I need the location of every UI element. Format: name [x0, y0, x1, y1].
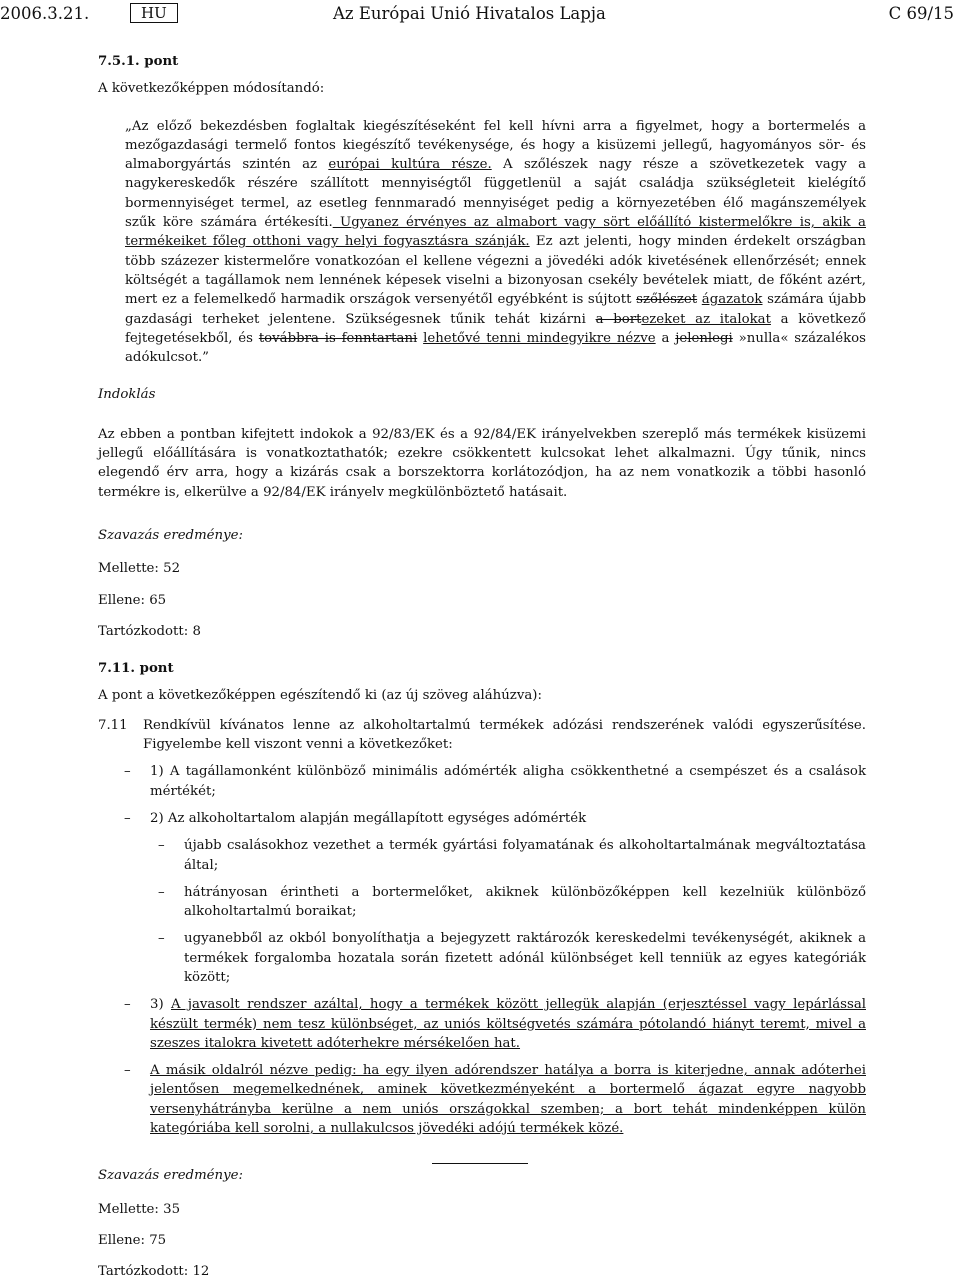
header-date: 2006.3.21. [0, 4, 90, 23]
quote-struck-1: szőlészet [636, 292, 698, 308]
quote-part-2: A szőlészek nagy része a szövetkezetek vagy a nagykereskedők részére szállított mennyiségtől függetlenül a saját családja szükségleteit kielégítő bormennyiséget termel, az esetleg fennmaradó mennyiséget pedig a környezetében élő magánszemélyek szűk köre számára értékesíti. [125, 157, 866, 231]
dash-bullet: – [124, 764, 131, 780]
quote-struck-3: továbbra is fenntartani [258, 330, 418, 346]
amendment-intro: A következőképpen módosítandó: [98, 81, 325, 97]
page-number: C 69/15 [888, 4, 954, 23]
list-item-4 [124, 1061, 866, 1138]
vote-abstain-1: Tartózkodott: 8 [98, 623, 201, 639]
vote-abstain-2: Tartózkodott: 12 [98, 1264, 210, 1280]
reason-label: Indoklás [98, 387, 156, 403]
section-heading-7-11: 7.11. pont [98, 661, 174, 677]
vote-label-1: Szavazás eredménye: [98, 527, 243, 543]
quote-part-4: számára újabb gazdasági terheket jelentene. Szükségesnek tűnik tehát kizárni [125, 292, 867, 327]
quote-underlined-5: lehetővé tenni mindegyikre nézve [423, 330, 656, 346]
quote-part-5: a következő fejtegetésekből, és [125, 311, 866, 346]
quote-underlined-4: ezeket az italokat [641, 311, 771, 327]
running-header [0, 4, 960, 28]
amendment-quote [125, 117, 866, 368]
dash-bullet: – [158, 931, 165, 947]
point-text: Rendkívül kívánatos lenne az alkoholtartalmú termékek adózási rendszerének valódi egyszerűsítése. Figyelembe kell viszont venni a következőket: [143, 717, 866, 753]
list-subitem-2c: – ugyanebből az okból bonyolíthatja a bejegyzett raktározók kereskedelmi tevékenységét, akiknek a termékek forgalomba hozatala során fizetett adónál különbséget kell tenniük az egyes kategóriák között; [158, 929, 866, 987]
journal-title: Az Európai Unió Hivatalos Lapja [333, 4, 606, 23]
quote-underlined-2: Ugyanez érvényes az almabort vagy sört előállító kistermelőkre is, akik a termékeiket főleg otthoni vagy helyi fogyasztásra szánják. [125, 215, 866, 250]
vote-label-2: Szavazás eredménye: [98, 1168, 243, 1184]
list-item-4-underlined: A másik oldalról nézve pedig: ha egy ilyen adórendszer hatálya a borra is kiterjedne, annak adóterhei jelentősen megemelkednének, aminek következményeként a bortermelő ágazat egyre nagyobb versenyhátrányba kerülne a nem uniós országokkal szemben; a bort tehát mindenképpen külön kategóriába kell sorolni, a nullakulcsos jövedéki adójú termékek közé. [150, 1063, 866, 1137]
language-badge: HU [130, 3, 178, 23]
vote-for-2: Mellette: 35 [98, 1201, 181, 1217]
list-item-1: – 1) A tagállamonként különböző minimális adómérték aligha csökkenthetné a csempészet és a csalások mértékét; [124, 762, 866, 801]
quote-part-7: »nulla« százalékos adókulcsot.” [125, 330, 866, 366]
dash-bullet: – [124, 997, 131, 1013]
vote-against-2: Ellene: 75 [98, 1232, 167, 1248]
vote-against-1: Ellene: 65 [98, 592, 167, 608]
reason-text: Az ebben a pontban kifejtett indokok a 92/83/EK és a 92/84/EK irányelvekben szereplő más termékek kisüzemi jellegű előállítására is vonatkoztathatók; ezekre csökkentett kulcsokat lehet alkalmazni. Úgy tűnik, nincs elegendő érv arra, hogy a kizárás csak a borszektorra korlátozódjon, ha az nem vonatkozik a többi hasonló termékre is, elkerülve a 92/84/EK irányelv megkülönböztető hatásait. [98, 426, 866, 500]
quote-struck-2: a bort [595, 311, 642, 327]
section-heading-7-5-1: 7.5.1. pont [98, 54, 179, 69]
quote-struck-4: jelenlegi [675, 330, 733, 346]
list-item-2: – 2) Az alkoholtartalom alapján megállapított egységes adómérték [124, 809, 866, 828]
quote-part-1: „Az előző bekezdésben foglaltak kiegészítéseként fel kell hívni arra a figyelmet, hogy a bortermelés a mezőgazdasági termelő fontos kiegészítő tevékenysége, és hogy a kisüzemi jellegű, hagyományos sör- és almaborgyártás szintén az [125, 118, 866, 173]
vote-for-1: Mellette: 52 [98, 561, 181, 577]
list-subitem-2b: – hátrányosan érintheti a bortermelőket, akiknek különbözőképpen kell kezelniük különböző alkoholtartalmú boraikat; [158, 883, 866, 922]
list-subitem-2a: – újabb csalásokhoz vezethet a termék gyártási folyamatának és alkoholtartalmának megváltoztatása által; [158, 836, 866, 875]
dash-bullet: – [158, 884, 165, 900]
section-7-11-intro: A pont a következőképpen egészítendő ki (az új szöveg aláhúzva): [98, 688, 542, 704]
quote-part-3: Ez azt jelenti, hogy minden érdekelt országban több százezer kistermelőre vonatkozóan el kellene végezni a jövedéki adók kivetésének ellenőrzését; ennek költségét a tagállamok nem lennének képesek viselni a bizonyosan csekély bevételek miatt, de főként azért, mert ez a felemelkedő harmadik országok versenyétől egyébként is sújtott [125, 234, 866, 308]
list-item-3: – 3) A javasolt rendszer azáltal, hogy a termékek között jellegük alapján (erjesztéssel vagy lepárlással készült termék) nem tesz különbséget, az uniós költségvetés számára pótolandó hiányt teremt, mivel a szeszes italokra kivetett adóterhekre mérsékelően hat. [124, 995, 866, 1053]
document-body [98, 52, 866, 1282]
dash-bullet: – [124, 810, 131, 826]
point-number: 7.11 [98, 717, 128, 733]
footer-rule [432, 1163, 528, 1164]
point-7-11 [98, 716, 866, 755]
quote-part-6: a [655, 330, 676, 346]
quote-underlined-1: európai kultúra része. [328, 157, 492, 173]
list-item-3-underlined: A javasolt rendszer azáltal, hogy a termékek között jellegük alapján (erjesztéssel vagy lepárlással készült termék) nem tesz különbséget, az uniós költségvetés számára pótolandó hiányt teremt, mivel a szeszes italokra kivetett adóterhekre mérsékelően hat. [150, 997, 866, 1051]
dash-bullet: – [124, 1063, 131, 1079]
quote-underlined-3: ágazatok [701, 292, 763, 308]
dash-bullet: – [158, 838, 165, 854]
